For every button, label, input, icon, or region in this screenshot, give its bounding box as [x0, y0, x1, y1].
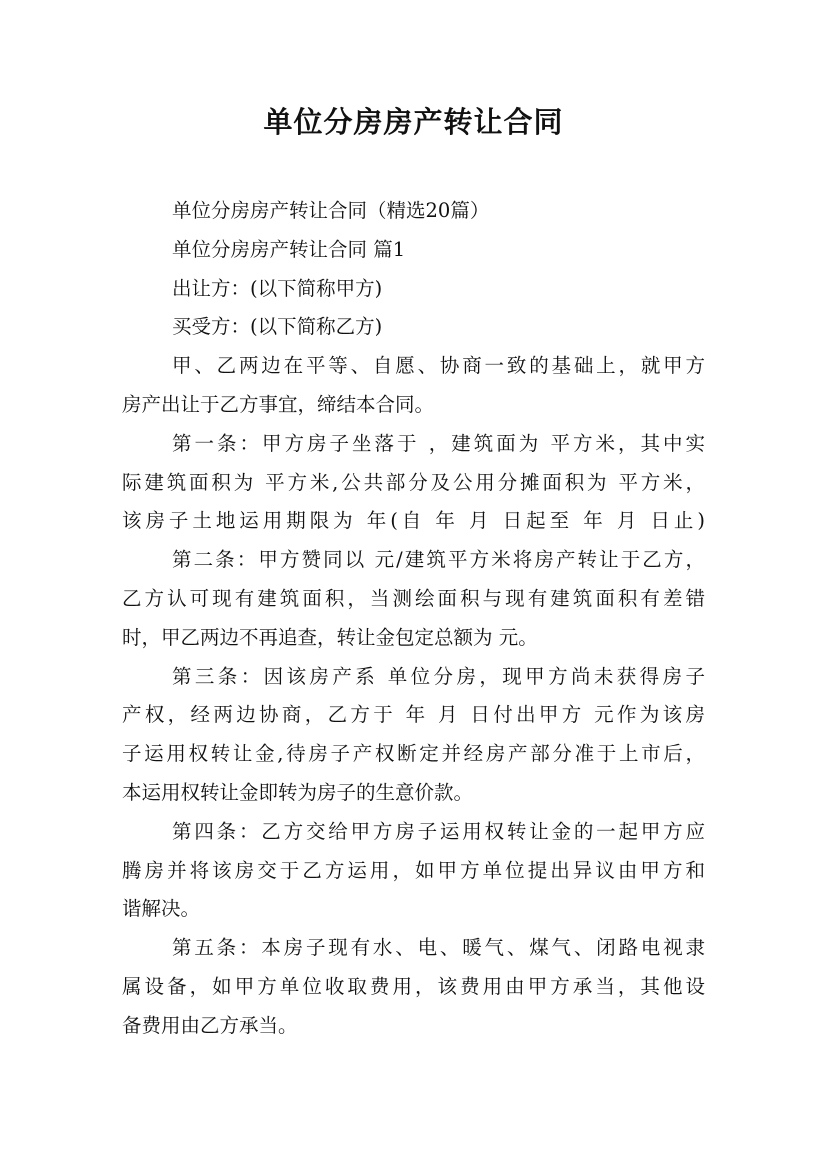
clause-3-line: 子运用权转让金,待房子产权断定并经房产部分准于上市后，	[122, 742, 705, 766]
seller-line: 出让方：(以下简称甲方)	[172, 276, 383, 300]
clause-3-line: 本运用权转让金即转为房子的生意价款。	[122, 780, 474, 804]
clause-3-line: 产权，经两边协商，乙方于 年 月 日付出甲方 元作为该房	[122, 703, 705, 727]
clause-5-line: 备费用由乙方承当。	[122, 1013, 298, 1037]
clause-4-line: 腾房并将该房交于乙方运用，如甲方单位提出异议由甲方和	[122, 858, 705, 882]
subtitle-line: 单位分房房产转让合同（精选20篇）	[172, 199, 490, 222]
clause-2-line: 时，甲乙两边不再追查，转让金包定总额为 元。	[122, 625, 538, 649]
paragraph-line: 房产出让于乙方事宜，缔结本合同。	[122, 392, 435, 416]
clause-2-line: 第二条：甲方赞同以 元/建筑平方米将房产转让于乙方，	[172, 548, 705, 572]
document-title: 单位分房房产转让合同	[263, 105, 564, 139]
clause-4-line: 谐解决。	[122, 897, 201, 921]
clause-5-line: 第五条：本房子现有水、电、暖气、煤气、闭路电视隶	[172, 936, 705, 960]
clause-1-line: 第一条：甲方房子坐落于 ，建筑面为 平方米，其中实	[172, 431, 705, 455]
clause-3-line: 第三条：因该房产系 单位分房，现甲方尚未获得房子	[172, 664, 705, 688]
document-body	[122, 192, 705, 1046]
clause-5-line: 属设备，如甲方单位收取费用，该费用由甲方承当，其他设	[122, 974, 705, 998]
paragraph-line: 甲、乙两边在平等、自愿、协商一致的基础上，就甲方	[172, 354, 705, 378]
clause-1-line: 际建筑面积为 平方米,公共部分及公用分摊面积为 平方米，	[122, 470, 705, 494]
clause-4-line: 第四条：乙方交给甲方房子运用权转让金的一起甲方应	[172, 819, 705, 843]
clause-2-line: 乙方认可现有建筑面积，当测绘面积与现有建筑面积有差错	[122, 586, 705, 610]
buyer-line: 买受方：(以下简称乙方)	[172, 315, 383, 339]
clause-1-line: 该房子土地运用期限为 年(自 年 月 日起至 年 月 日止)	[122, 509, 705, 533]
article-heading-line: 单位分房房产转让合同 篇1	[172, 237, 406, 261]
